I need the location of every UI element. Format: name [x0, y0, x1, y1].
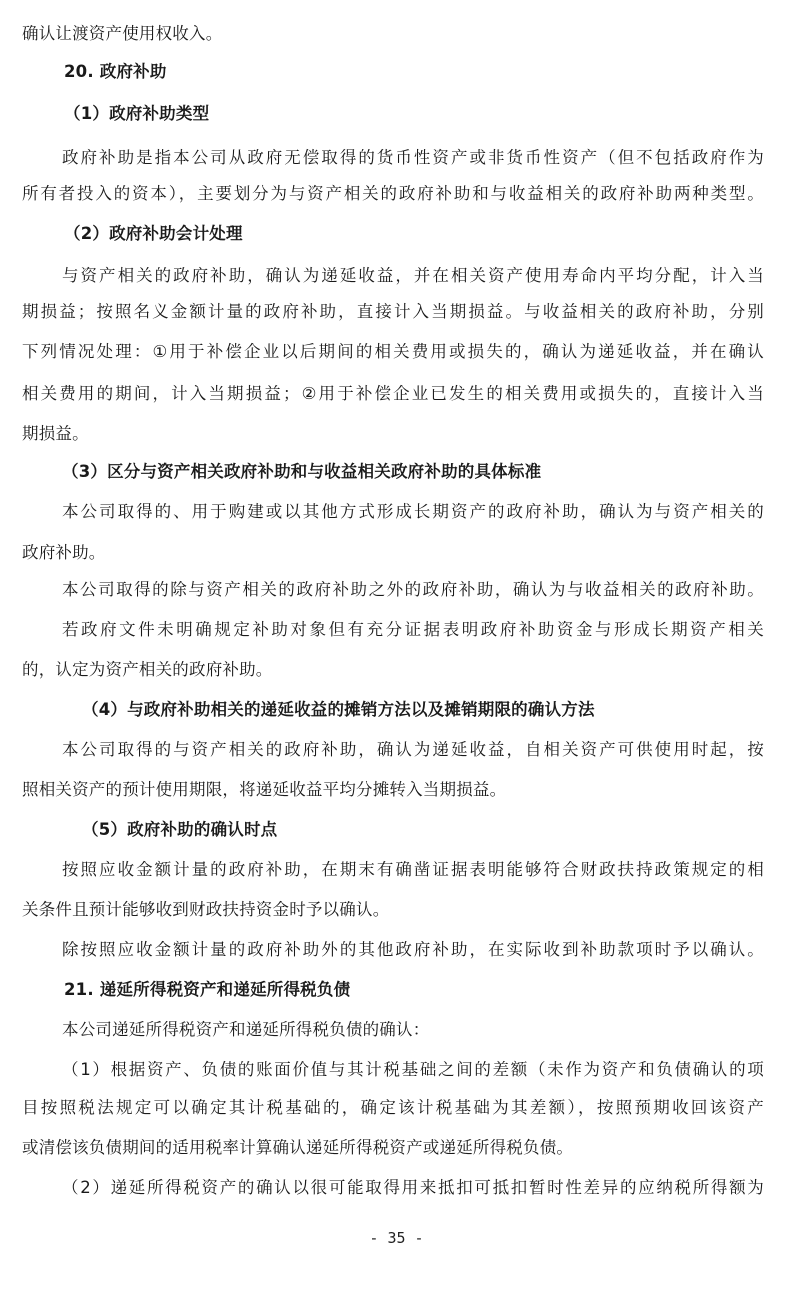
paragraph-line: 关条件且预计能够收到财政扶持资金时予以确认。 — [22, 900, 390, 919]
paragraph-line: 照相关资产的预计使用期限，将递延收益平均分摊转入当期损益。 — [22, 780, 507, 799]
paragraph-line: 若政府文件未明确规定补助对象但有充分证据表明政府补助资金与形成长期资产相关 — [62, 620, 764, 639]
paragraph-line: 本公司取得的与资产相关的政府补助，确认为递延收益，自相关资产可供使用时起，按 — [62, 740, 764, 759]
subsection-heading: （5）政府补助的确认时点 — [82, 820, 278, 839]
paragraph-line: 的，认定为资产相关的政府补助。 — [22, 660, 273, 679]
section-heading: 21. 递延所得税资产和递延所得税负债 — [64, 980, 351, 999]
paragraph-line: 下列情况处理：①用于补偿企业以后期间的相关费用或损失的，确认为递延收益，并在确认 — [22, 342, 764, 361]
paragraph-line: 期损益。 — [22, 424, 89, 443]
subsection-heading: （3）区分与资产相关政府补助和与收益相关政府补助的具体标准 — [62, 462, 542, 481]
paragraph-line: 与资产相关的政府补助，确认为递延收益，并在相关资产使用寿命内平均分配，计入当 — [62, 266, 764, 285]
subsection-heading: （1）政府补助类型 — [64, 104, 210, 123]
paragraph-line: 期损益；按照名义金额计量的政府补助，直接计入当期损益。与收益相关的政府补助，分别 — [22, 302, 764, 321]
page-number: - 35 - — [369, 1229, 424, 1247]
paragraph-line: 本公司取得的除与资产相关的政府补助之外的政府补助，确认为与收益相关的政府补助。 — [62, 580, 764, 599]
paragraph-line: （2）递延所得税资产的确认以很可能取得用来抵扣可抵扣暂时性差异的应纳税所得额为 — [62, 1178, 764, 1197]
paragraph-line: 本公司取得的、用于购建或以其他方式形成长期资产的政府补助，确认为与资产相关的 — [62, 502, 764, 521]
paragraph-line: 相关费用的期间，计入当期损益；②用于补偿企业已发生的相关费用或损失的，直接计入当 — [22, 384, 764, 403]
paragraph-line: 所有者投入的资本），主要划分为与资产相关的政府补助和与收益相关的政府补助两种类型。 — [22, 184, 764, 203]
paragraph-line: 政府补助。 — [22, 543, 106, 562]
subsection-heading: （2）政府补助会计处理 — [64, 224, 243, 243]
paragraph-line: （1）根据资产、负债的账面价值与其计税基础之间的差额（未作为资产和负债确认的项 — [62, 1060, 764, 1079]
paragraph-line: 或清偿该负债期间的适用税率计算确认递延所得税资产或递延所得税负债。 — [22, 1138, 574, 1157]
paragraph-line: 政府补助是指本公司从政府无偿取得的货币性资产或非货币性资产（但不包括政府作为 — [62, 148, 764, 167]
paragraph-line: 确认让渡资产使用权收入。 — [22, 24, 223, 43]
subsection-heading: （4）与政府补助相关的递延收益的摊销方法以及摊销期限的确认方法 — [82, 700, 595, 719]
paragraph-line: 目按照税法规定可以确定其计税基础的，确定该计税基础为其差额），按照预期收回该资产 — [22, 1098, 764, 1117]
section-heading: 20. 政府补助 — [64, 62, 167, 81]
paragraph-line: 本公司递延所得税资产和递延所得税负债的确认： — [62, 1020, 430, 1039]
paragraph-line: 按照应收金额计量的政府补助，在期末有确凿证据表明能够符合财政扶持政策规定的相 — [62, 860, 764, 879]
paragraph-line: 除按照应收金额计量的政府补助外的其他政府补助，在实际收到补助款项时予以确认。 — [62, 940, 764, 959]
